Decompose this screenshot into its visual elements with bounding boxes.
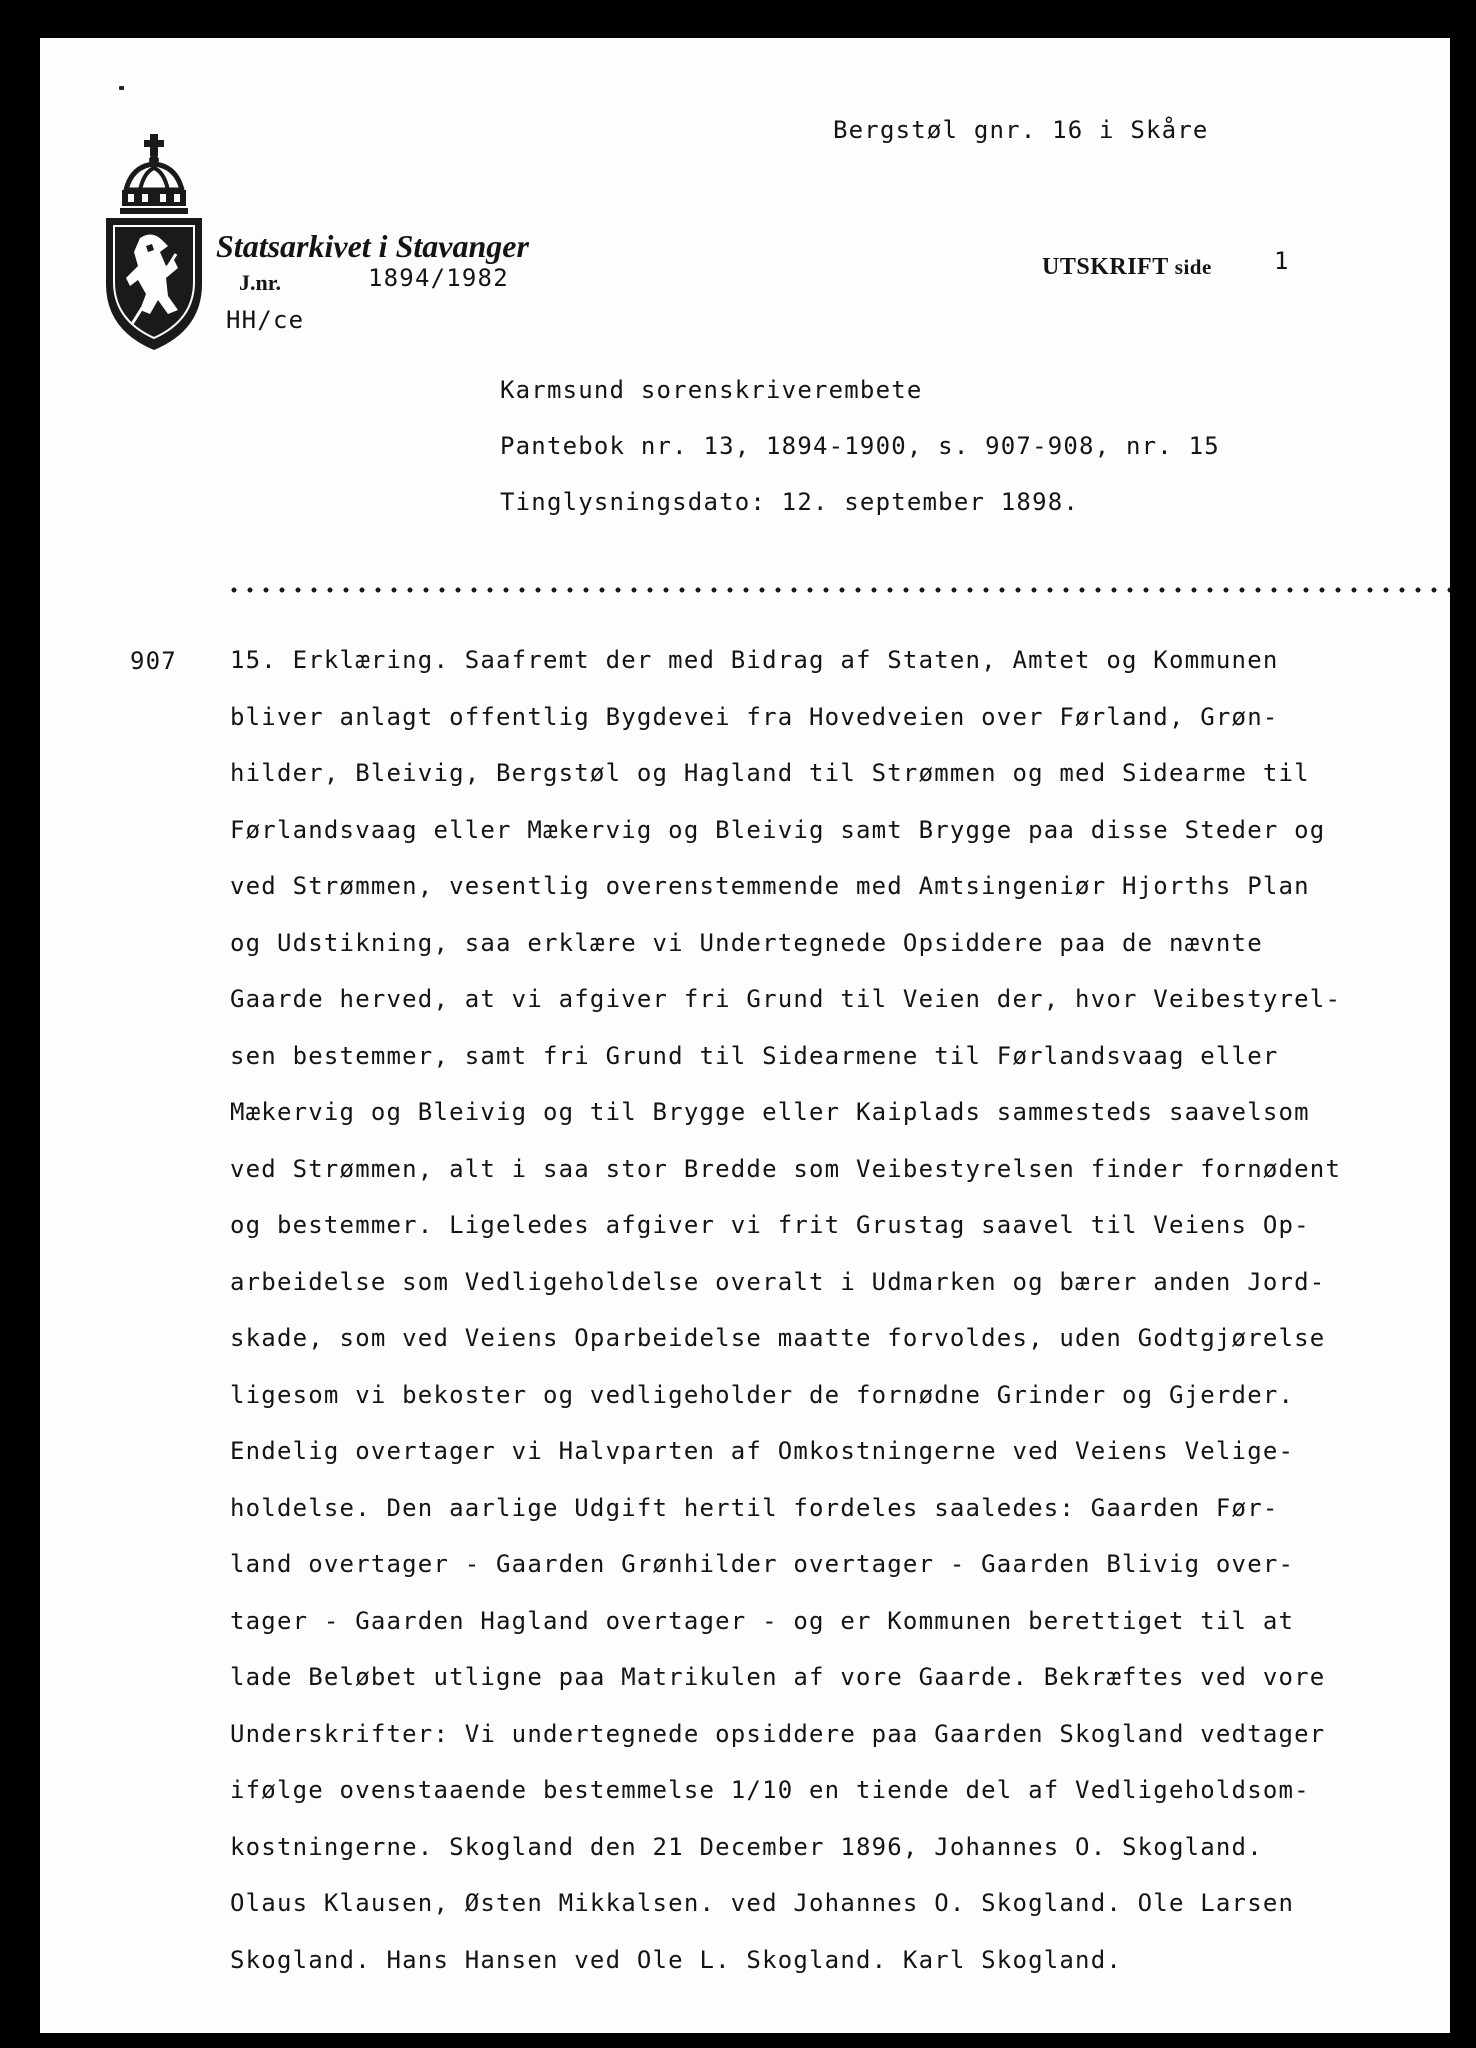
transcript-label: [1042, 254, 1212, 281]
text-line: Skogland. Hans Hansen ved Ole L. Skogland. Karl Skogland.: [230, 1945, 1123, 1974]
text-line: lade Beløbet utligne paa Matrikulen af vore Gaarde. Bekræftes ved vore: [230, 1663, 1326, 1691]
text-line: holdelse. Den aarlige Udgift hertil fordeles saaledes: Gaarden Før-: [230, 1493, 1279, 1522]
text-line: tager - Gaarden Hagland overtager - og er Kommunen berettiget til at: [230, 1606, 1295, 1635]
registration-date: Tinglysningsdato: 12. september 1898.: [500, 488, 1080, 516]
transcript-body: [230, 632, 1440, 1988]
text-line: og bestemmer. Ligeledes afgiver vi frit Grustag saavel til Veiens Op-: [230, 1211, 1310, 1239]
text-line: Endelig overtager vi Halvparten af Omkostningerne ved Veiens Velige-: [230, 1437, 1295, 1465]
journal-number-value: 1894/1982: [368, 264, 509, 292]
text-line: ifølge ovenstaaende bestemmelse 1/10 en tiende del af Vedligeholdsom-: [230, 1776, 1310, 1804]
text-line: Mækervig og Bleivig og til Brygge eller Kaiplads sammesteds saavelsom: [230, 1098, 1310, 1126]
text-line: ved Strømmen, vesentlig overenstemmende med Amtsingeniør Hjorths Plan: [230, 872, 1310, 900]
side-word: side: [1174, 255, 1212, 279]
text-line: Førlandsvaag eller Mækervig og Bleivig samt Brygge paa disse Steder og: [230, 815, 1326, 844]
text-line: ligesom vi bekoster og vedligeholder de fornødne Grinder og Gjerder.: [230, 1380, 1295, 1409]
text-line: Underskrifter: Vi undertegnede opsiddere paa Gaarden Skogland vedtager: [230, 1719, 1326, 1748]
text-line: skade, som ved Veiens Oparbeidelse maatte forvoldes, uden Godtgjørelse: [230, 1324, 1326, 1352]
page-number: 1: [1274, 247, 1290, 275]
author-initials: HH/ce: [226, 306, 305, 334]
text-line: bliver anlagt offentlig Bygdevei fra Hovedveien over Førland, Grøn-: [230, 702, 1279, 731]
text-line: ved Strømmen, alt i saa stor Bredde som Veibestyrelsen finder fornødent: [230, 1154, 1342, 1183]
property-heading: Bergstøl gnr. 16 i Skåre: [833, 116, 1209, 144]
text-line: land overtager - Gaarden Grønhilder overtager - Gaarden Blivig over-: [230, 1550, 1295, 1578]
text-line: og Udstikning, saa erklære vi Undertegnede Opsiddere paa de nævnte: [230, 928, 1263, 957]
source-office: Karmsund sorenskriverembete: [500, 376, 923, 404]
source-pantebok: Pantebok nr. 13, 1894-1900, s. 907-908, nr. 15: [500, 432, 1220, 460]
text-line: kostningerne. Skogland den 21 December 1896, Johannes O. Skogland.: [230, 1832, 1263, 1861]
archive-name: Statsarkivet i Stavanger: [216, 228, 529, 264]
text-line: 15. Erklæring. Saafremt der med Bidrag af Staten, Amtet og Kommunen: [230, 646, 1279, 674]
coat-of-arms-icon: [102, 134, 206, 352]
dotted-separator: [226, 586, 1450, 594]
text-line: hilder, Bleivig, Bergstøl og Hagland til Strømmen og med Sidearme til: [230, 759, 1310, 787]
stray-mark: [119, 86, 124, 90]
text-line: Gaarde herved, at vi afgiver fri Grund til Veien der, hvor Veibestyrel-: [230, 985, 1342, 1013]
transcript-word: UTSKRIFT: [1042, 254, 1169, 280]
text-line: arbeidelse som Vedligeholdelse overalt i Udmarken og bærer anden Jord-: [230, 1267, 1326, 1296]
journal-number-label: J.nr.: [239, 270, 281, 295]
document-page: [40, 38, 1450, 2033]
text-line: Olaus Klausen, Østen Mikkalsen. ved Johannes O. Skogland. Ole Larsen: [230, 1889, 1295, 1917]
margin-page-reference: 907: [130, 647, 177, 675]
text-line: sen bestemmer, samt fri Grund til Sidearmene til Førlandsvaag eller: [230, 1041, 1279, 1070]
